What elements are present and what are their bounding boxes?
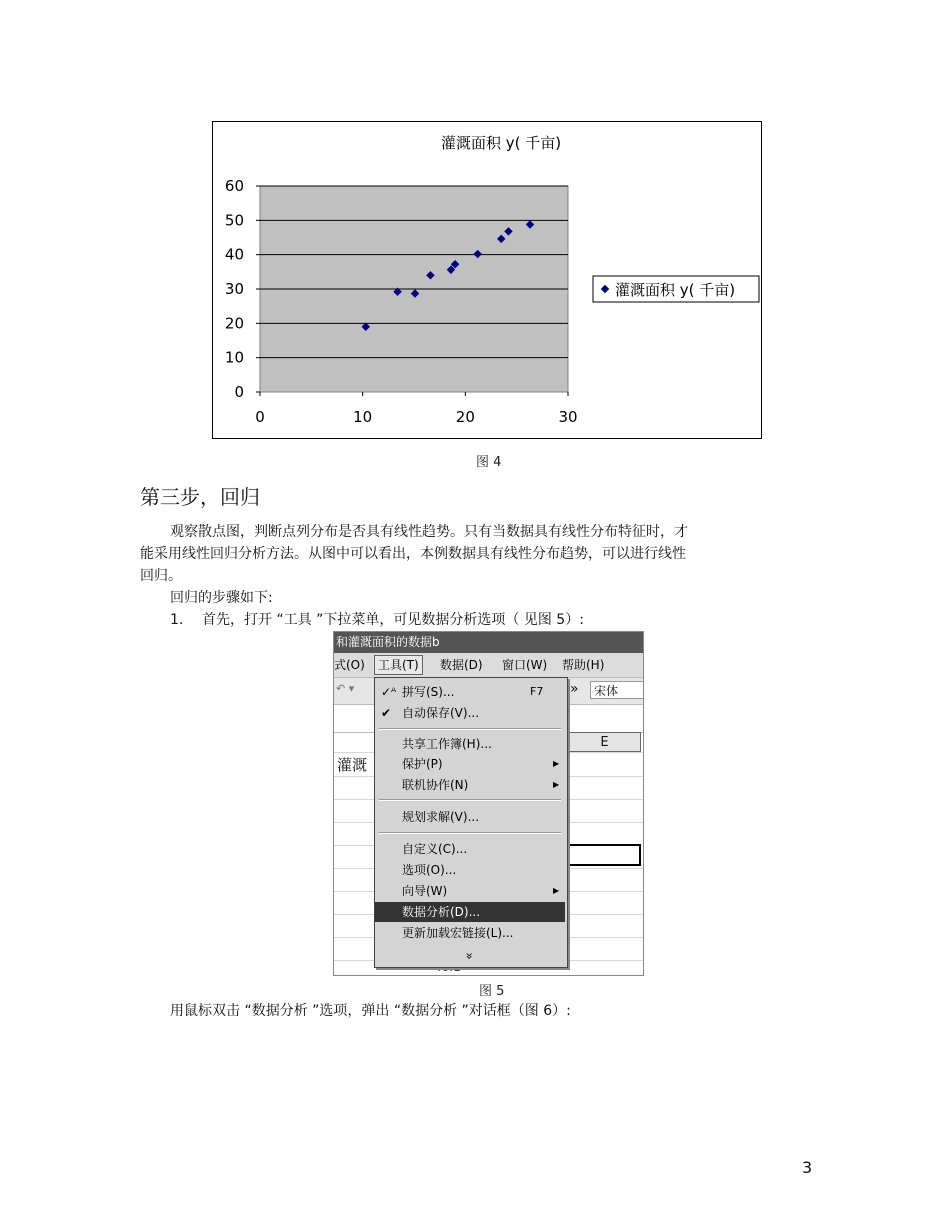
- font-name-box[interactable]: 宋体: [590, 681, 644, 699]
- chart-legend: [593, 276, 759, 302]
- page-number: 3: [802, 1158, 813, 1177]
- legend-label: 灌溉面积 y( 千亩): [615, 281, 736, 299]
- submenu-arrow-icon: ▶: [553, 780, 560, 789]
- menu-item-online-collaboration[interactable]: 联机协作(N) ▶: [375, 775, 565, 795]
- menu-bar: [334, 653, 644, 678]
- menu-item-solver[interactable]: 规划求解(V)...: [402, 810, 480, 824]
- y-tick-label: 20: [224, 314, 244, 333]
- window-title: 和灌溉面积的数据b: [334, 632, 644, 653]
- menu-help[interactable]: 帮助(H): [562, 658, 605, 672]
- expand-menu-icon[interactable]: »: [463, 952, 477, 960]
- excel-tools-menu-screenshot: [333, 631, 644, 976]
- y-tick-label: 30: [224, 280, 244, 298]
- paragraph-line-1: 观察散点图，判断点列分布是否具有线性趋势。只有当数据具有线性分布特征时，才: [170, 524, 688, 540]
- menu-item-autosave[interactable]: ✔ 自动保存(V)...: [375, 703, 565, 723]
- menu-tools[interactable]: 工具(T): [374, 655, 423, 675]
- menu-item-customize[interactable]: 自定义(C)...: [402, 842, 468, 856]
- step-1-number: 1.: [170, 612, 184, 628]
- scatter-chart-figure-4: [212, 121, 762, 439]
- x-tick-label: 0: [255, 408, 265, 426]
- menu-format[interactable]: 式(O): [334, 658, 365, 672]
- section-heading: 第三步，回归: [140, 485, 260, 509]
- toolbar-more-icon[interactable]: »: [570, 681, 579, 697]
- paragraph-line-3: 回归。: [140, 568, 182, 584]
- tools-dropdown-menu: [374, 677, 568, 968]
- figure-4-caption: 图 4: [476, 455, 502, 470]
- y-tick-label: 50: [224, 211, 244, 230]
- x-tick-label: 10: [353, 408, 373, 426]
- menu-item-spelling[interactable]: ✓ᴬ 拼写(S)... F7: [375, 682, 565, 702]
- x-tick-label: 30: [558, 408, 578, 426]
- selected-cell[interactable]: [566, 844, 641, 866]
- figure-5-caption: 图 5: [479, 984, 505, 999]
- menu-item-options[interactable]: 选项(O)...: [402, 863, 457, 877]
- paragraph-line-2: 能采用线性回归分析方法。从图中可以看出，本例数据具有线性分布趋势，可以进行线性: [140, 546, 686, 562]
- menu-data[interactable]: 数据(D): [440, 658, 483, 672]
- menu-item-data-analysis[interactable]: 数据分析(D)...: [375, 902, 565, 922]
- chart-canvas: [213, 122, 763, 440]
- steps-intro: 回归的步骤如下:: [170, 590, 273, 606]
- submenu-arrow-icon: ▶: [553, 759, 560, 768]
- menu-item-share-workbook[interactable]: 共享工作簿(H)...: [402, 737, 492, 751]
- y-tick-label: 0: [234, 383, 244, 401]
- check-icon: ✔: [381, 706, 392, 720]
- x-tick-label: 20: [455, 408, 475, 426]
- after-figure-5-text: 用鼠标双击 “数据分析 ”选项，弹出 “数据分析 ”对话框（图 6）:: [170, 1003, 571, 1019]
- menu-item-wizard[interactable]: 向导(W) ▶: [375, 881, 565, 901]
- submenu-arrow-icon: ▶: [553, 886, 560, 895]
- spell-check-icon: ✓ᴬ: [381, 685, 397, 699]
- y-tick-label: 10: [224, 348, 244, 367]
- cell-text[interactable]: 灌溉: [337, 756, 368, 774]
- chart-title: 灌溉面积 y( 千亩): [440, 134, 562, 152]
- menu-item-protection[interactable]: 保护(P) ▶: [375, 754, 565, 774]
- menu-item-update-addin-links[interactable]: 更新加载宏链接(L)...: [402, 926, 514, 940]
- y-tick-label: 60: [224, 177, 244, 195]
- y-tick-label: 40: [224, 245, 244, 264]
- menu-window[interactable]: 窗口(W): [502, 658, 548, 672]
- column-header-e[interactable]: E: [568, 732, 641, 752]
- step-1-text: 首先，打开 “工具 ”下拉菜单，可见数据分析选项（ 见图 5）:: [202, 612, 584, 628]
- undo-icon[interactable]: ↶ ▾: [336, 682, 355, 695]
